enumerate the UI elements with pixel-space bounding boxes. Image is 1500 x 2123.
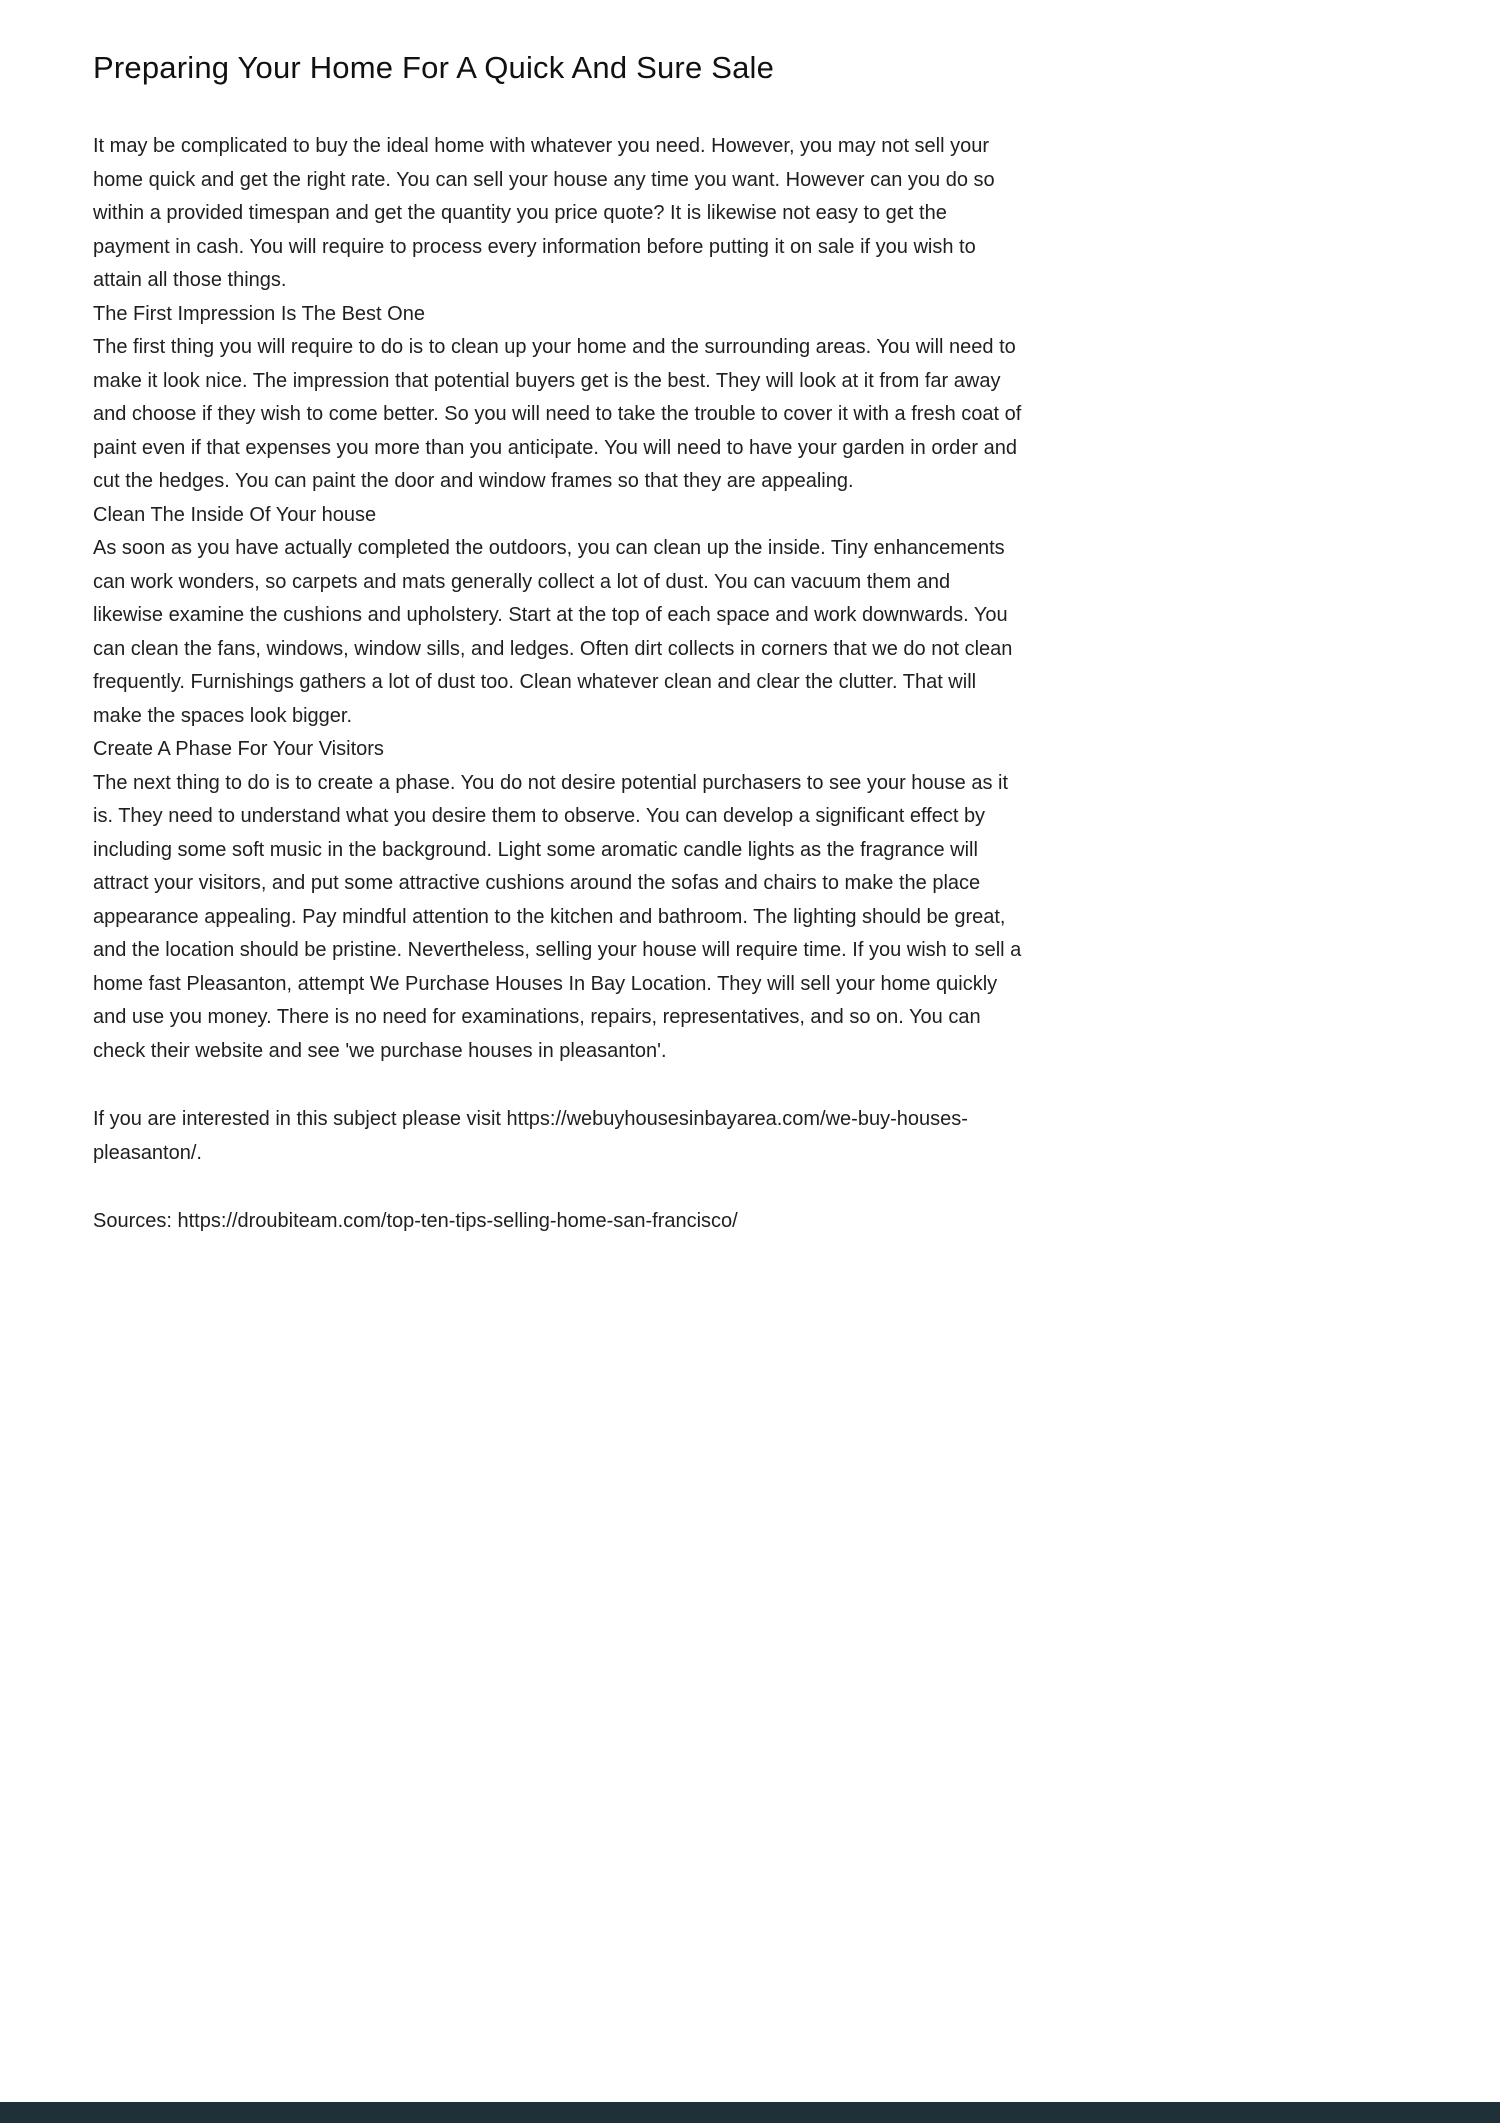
footer-bar — [0, 2102, 1500, 2123]
paragraph: Sources: https://droubiteam.com/top-ten-tips-selling-home-san-francisco/ — [93, 1210, 738, 1232]
page-title: Preparing Your Home For A Quick And Sure Sale — [93, 50, 775, 85]
paragraph: If you are interested in this subject please visit https://webuyhousesinbayarea.com/we-buy-houses-pleasanton/. — [93, 1108, 968, 1164]
section-heading: The First Impression Is The Best One — [93, 302, 425, 325]
paragraph: The first thing you will require to do is to clean up your home and the surrounding areas. You will need to make it look nice. The impression that potential buyers get is the best. They will look at it from far away and choose if they wish to come better. So you will need to take the trouble to cover it with a fresh coat of paint even if that expenses you more than you anticipate. You will need to have your garden in order and cut the hedges. You can paint the door and window frames so that they are appealing. — [93, 336, 1022, 492]
section-heading: Clean The Inside Of Your house — [93, 503, 377, 526]
paragraph: It may be complicated to buy the ideal home with whatever you need. However, you may not sell your home quick and get the right rate. You can sell your house any time you want. However can you do so within a provided timespan and get the quantity you price quote? It is likewise not easy to get the payment in cash. You will require to process every information before putting it on sale if you wish to attain all those things. — [93, 135, 995, 291]
paragraph: The next thing to do is to create a phase. You do not desire potential purchasers to see your house as it is. They need to understand what you desire them to observe. You can develop a significant effect by including some soft music in the background. Light some aromatic candle lights as the fragrance will attract your visitors, and put some attractive cushions around the sofas and chairs to make the place appearance appealing. Pay mindful attention to the kitchen and bathroom. The lighting should be great, and the location should be pristine. Nevertheless, selling your house will require time. If you wish to sell a home fast Pleasanton, attempt We Purchase Houses In Bay Location. They will sell your home quickly and use you money. There is no need for examinations, repairs, representatives, and so on. You can check their website and see 'we purchase houses in pleasanton'. — [93, 771, 1022, 1062]
paragraph: As soon as you have actually completed the outdoors, you can clean up the inside. Tiny enhancements can work wonders, so carpets and mats generally collect a lot of dust. You can vacuum them and likewise examine the cushions and upholstery. Start at the top of each space and work downwards. You can clean the fans, windows, window sills, and ledges. Often dirt collects in corners that we do not clean frequently. Furnishings gathers a lot of dust too. Clean whatever clean and clear the clutter. That will make the spaces look bigger. — [93, 537, 1013, 727]
document-content — [0, 0, 1023, 1239]
document-body — [93, 130, 1023, 1239]
section-heading: Create A Phase For Your Visitors — [93, 738, 384, 760]
